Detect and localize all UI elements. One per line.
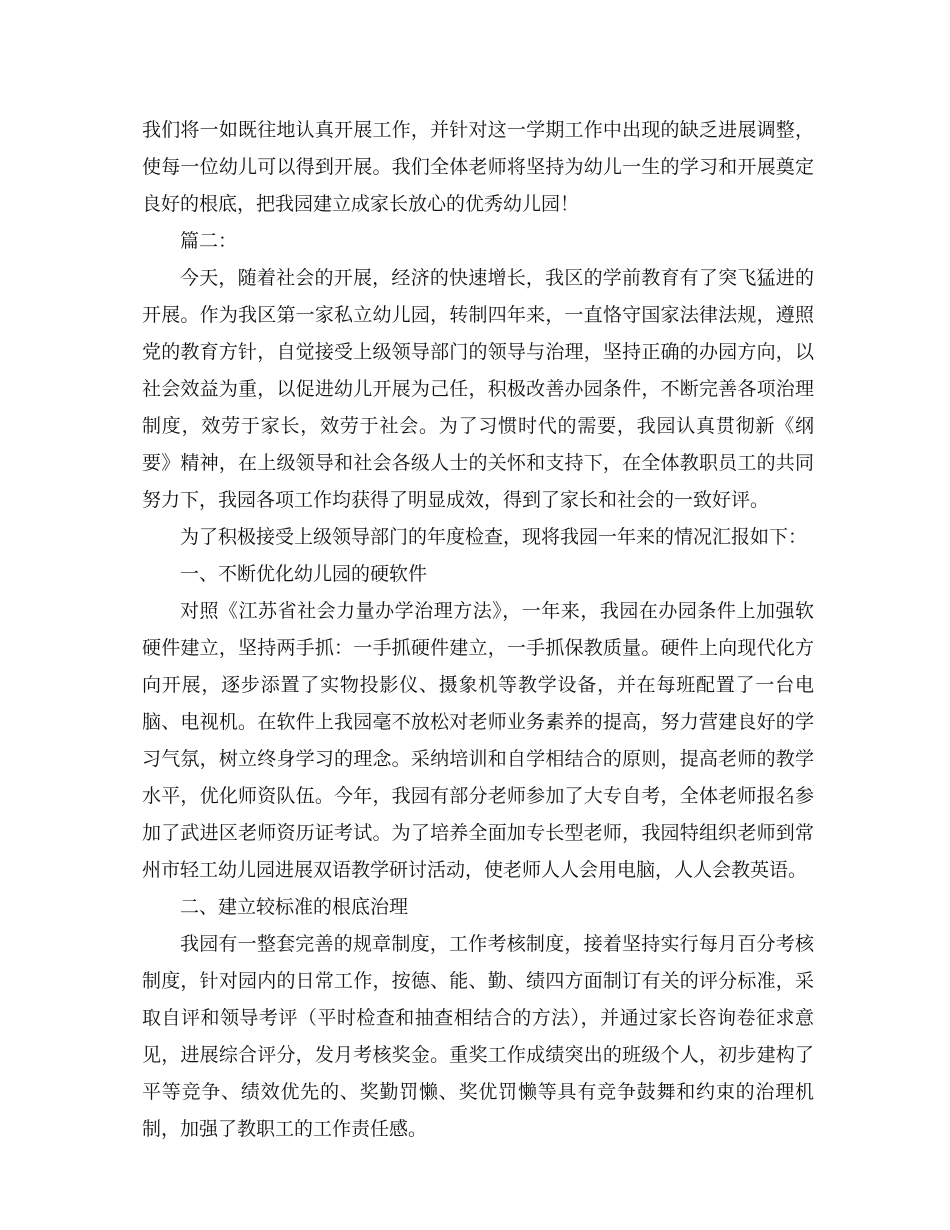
section-heading-two: 二、建立较标准的根底治理 [180, 896, 409, 918]
paragraph-management: 我园有一整套完善的规章制度，工作考核制度，接着坚持实行每月百分考核制度，针对园内的日常工作，按德、能、勤、绩四方面制订有关的评分标准，采取自评和领导考评（平时检查和抽查相结合的方法），并通过家长咨询卷征求意见，进展综合评分，发月考核奖金。重奖工作成绩突出的班级个人，初步建构了平等竞争、绩效优先的、奖勤罚懒、奖优罚懒等具有竞争鼓舞和约束的治理机制，加强了教职工的工作责任感。 [142, 933, 814, 1140]
section-heading-part-two: 篇二： [180, 230, 238, 252]
paragraph-introduction: 今天，随着社会的开展，经济的快速增长，我区的学前教育有了突飞猛进的开展。作为我区第一家私立幼儿园，转制四年来，一直恪守国家法律法规，遵照党的教育方针，自觉接受上级领导部门的领导与治理，坚持正确的办园方向，以社会效益为重，以促进幼儿开展为己任，积极改善办园条件，不断完善各项治理制度，效劳于家长，效劳于社会。为了习惯时代的需要，我园认真贯彻新《纲要》精神，在上级领导和社会各级人士的关怀和支持下，在全体教职员工的共同努力下，我园各项工作均获得了明显成效，得到了家长和社会的一致好评。 [142, 267, 814, 511]
document-body [142, 112, 814, 1148]
paragraph-report-intro: 为了积极接受上级领导部门的年度检查，现将我园一年来的情况汇报如下： [180, 526, 808, 548]
section-heading-one: 一、不断优化幼儿园的硬软件 [180, 563, 428, 585]
paragraph-hardware-software: 对照《江苏省社会力量办学治理方法》，一年来，我园在办园条件上加强软硬件建立，坚持两手抓：一手抓硬件建立，一手抓保教质量。硬件上向现代化方向开展，逐步添置了实物投影仪、摄象机等教学设备，并在每班配置了一台电脑、电视机。在软件上我园毫不放松对老师业务素养的提高，努力营建良好的学习气氛，树立终身学习的理念。采纳培训和自学相结合的原则，提高老师的教学水平，优化师资队伍。今年，我园有部分老师参加了大专自考，全体老师报名参加了武进区老师资历证考试。为了培养全面加专长型老师，我园特组织老师到常州市轻工幼儿园进展双语教学研讨活动，使老师人人会用电脑，人人会教英语。 [142, 600, 814, 881]
paragraph-continuation: 我们将一如既往地认真开展工作，并针对这一学期工作中出现的缺乏进展调整，使每一位幼儿可以得到开展。我们全体老师将坚持为幼儿一生的学习和开展奠定良好的根底，把我园建立成家长放心的优秀幼儿园！ [142, 119, 814, 215]
